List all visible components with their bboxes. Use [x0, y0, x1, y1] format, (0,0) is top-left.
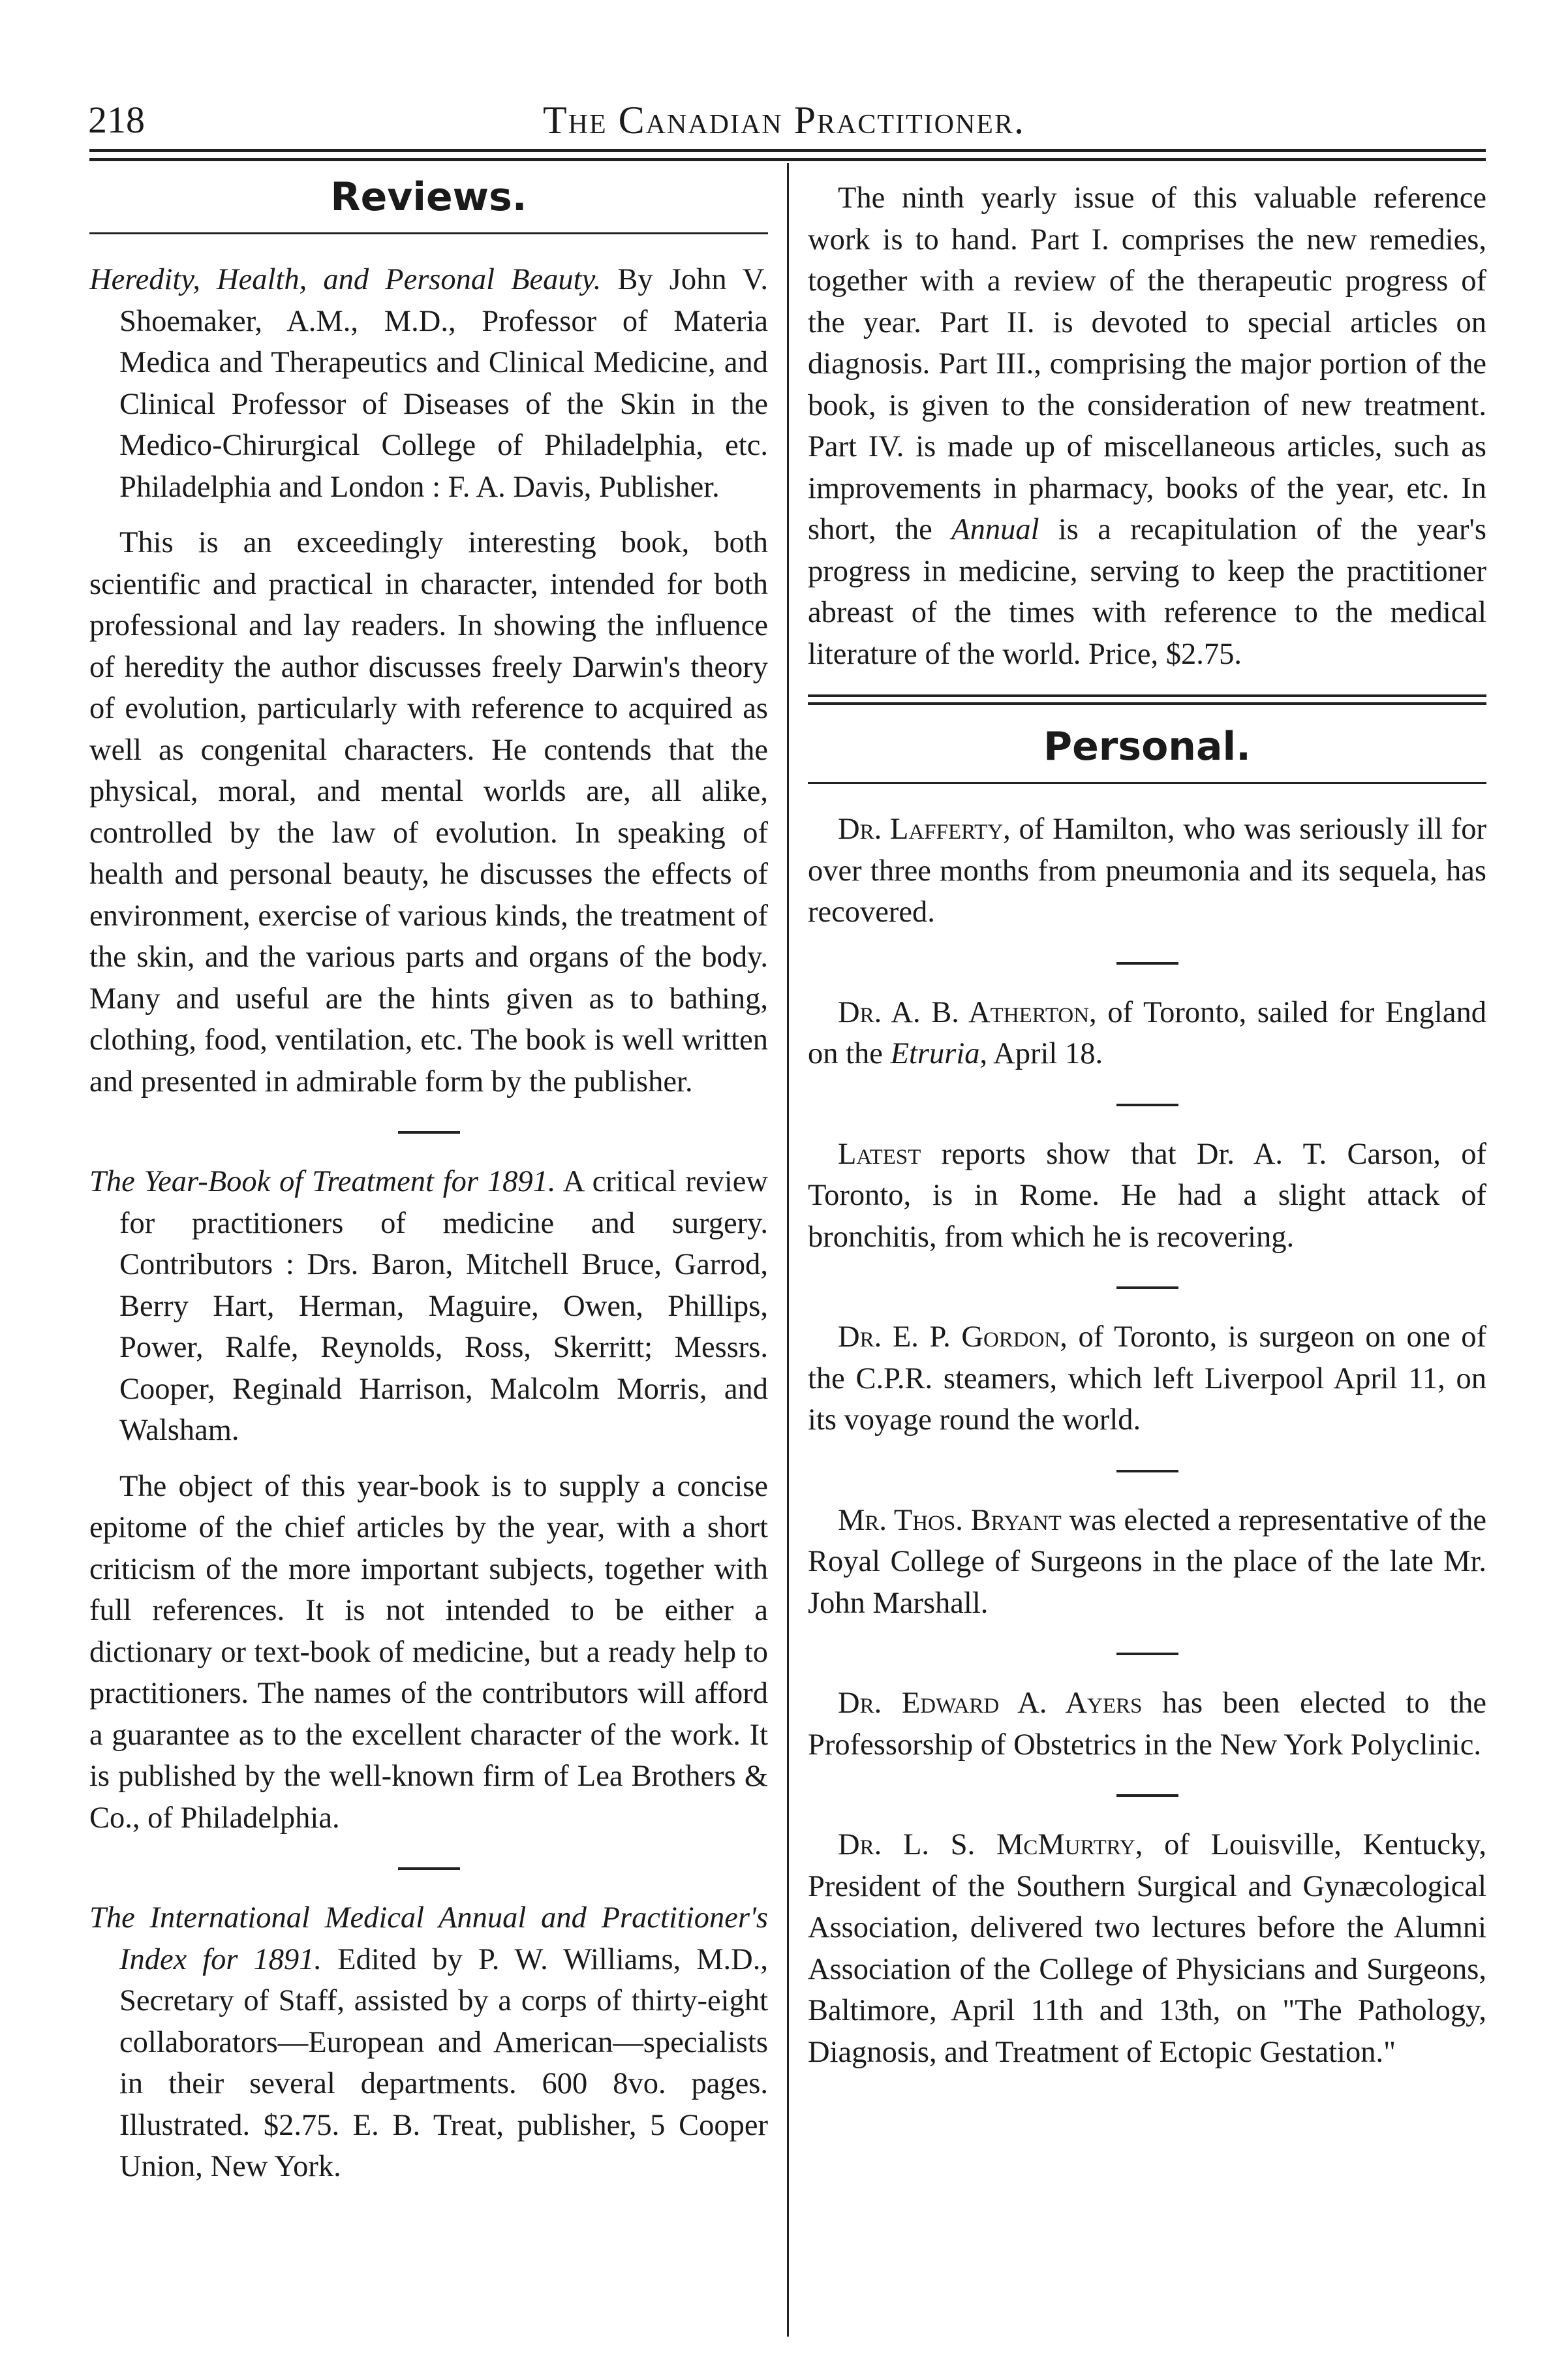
separator-rule	[1116, 1653, 1178, 1655]
separator-rule	[1116, 1470, 1178, 1472]
separator-rule	[1116, 1794, 1178, 1797]
item-text: has been elected to the Professorship of Obstetrics in the New York Polyclinic.	[808, 1687, 1486, 1762]
header-rule-bottom	[89, 158, 1486, 161]
separator-rule	[1116, 1104, 1178, 1106]
separator-rule	[1116, 1286, 1178, 1289]
personal-item	[808, 809, 1486, 933]
review-body-continued	[808, 178, 1486, 675]
person-name: Dr. Lafferty,	[838, 813, 1011, 846]
item-text: , April 18.	[979, 1037, 1103, 1070]
item-text: was elected a representative of the Royal College of Surgeons in the place of the late Mr. John Marshall.	[808, 1503, 1486, 1620]
person-name: Dr. A. B. Atherton,	[838, 995, 1097, 1029]
right-column	[808, 178, 1486, 2073]
review-citation	[89, 1161, 768, 1452]
personal-item	[808, 1500, 1486, 1625]
personal-item	[808, 1824, 1486, 2073]
review-citation	[89, 1897, 768, 2188]
person-name: Dr. Edward A. Ayers	[838, 1687, 1143, 1720]
item-text: of Louisville, Kentucky, President of the Southern Surgical and Gynæcological Association, delivered two lectures before the Alumni Association of the College of Physicians and Surgeons, Baltimore, April 11th and 13th, on "The Pathology, Diagnosis, and Treatment of Ectopic Gestation."	[808, 1828, 1486, 2069]
italic-title: Annual	[951, 513, 1039, 546]
personal-item	[808, 1134, 1486, 1258]
heading-rule	[808, 782, 1486, 784]
personal-item	[808, 992, 1486, 1075]
item-text: reports show that Dr. A. T. Carson, of Toronto, is in Rome. He had a slight attack of bronchitis, from which he is recovering.	[808, 1137, 1486, 1254]
review-body: This is an exceedingly interesting book, both scientific and practical in character, intended for both professional and lay readers. In showing the influence of heredity the author discusses freely Darwin's theory of evolution, particularly with reference to acquired as well as congenital characters. He contends that the physical, moral, and mental worlds are, all alike, controlled by the law of evolution. In speaking of health and personal beauty, he discusses the effects of environment, exercise of various kinds, the treatment of the skin, and the various parts and organs of the body. Many and useful are the hints given as to bathing, clothing, food, ventilation, etc. The book is well written and presented in admirable form by the publisher.	[89, 526, 768, 1098]
heading-rule	[89, 232, 768, 234]
book-title: The International Medical Annual and Practitioner's Index for 1891.	[89, 1901, 768, 1976]
person-name: Latest	[838, 1137, 921, 1171]
book-title: The Year-Book of Treatment for 1891.	[89, 1165, 556, 1198]
column-divider	[787, 163, 789, 2337]
personal-item	[808, 1683, 1486, 1765]
review-body: The object of this year-book is to supply a concise epitome of the chief articles by the year, with a short criticism of the more important subjects, together with full references. It is not intended to be either a dictionary or text-book of medicine, but a ready help to practitioners. The names of the contributors will afford a guarantee as to the excellent character of the work. It is published by the well-known firm of Lea Brothers & Co., of Philadelphia.	[89, 1469, 768, 1835]
item-text: of Hamilton, who was seriously ill for over three months from pneumonia and its sequela, has recovered.	[808, 813, 1486, 929]
citation-text: By John V. Shoemaker, A.M., M.D., Professor of Materia Medica and Therapeutics and Clinical Medicine, and Clinical Professor of Diseases of the Skin in the Medico-Chirurgical College of Philadelphia, etc. Philadelphia and London : F. A. Davis, Publisher.	[119, 263, 769, 504]
section-heading-reviews: Reviews.	[330, 174, 527, 220]
separator-rule	[398, 1867, 460, 1870]
running-title: The Canadian Practitioner.	[543, 99, 1025, 142]
section-heading-personal: Personal.	[1043, 724, 1251, 770]
page-number: 218	[88, 99, 145, 141]
ship-name: Etruria	[890, 1037, 980, 1070]
personal-item	[808, 1316, 1486, 1441]
book-title: Heredity, Health, and Personal Beauty.	[89, 263, 602, 296]
citation-text: Edited by P. W. Williams, M.D., Secretary of Staff, assisted by a corps of thirty-eight collaborators—European and American—specialists in their several departments. 600 8vo. pages. Illustrated. $2.75. E. B. Treat, publisher, 5 Cooper Union, New York.	[119, 1942, 768, 2183]
person-name: Mr. Thos. Bryant	[838, 1503, 1062, 1537]
section-rule-top	[808, 694, 1486, 697]
separator-rule	[398, 1131, 460, 1134]
person-name: Dr. L. S. McMurtry,	[838, 1828, 1143, 1861]
body-text: is a recapitulation of the year's progress in medicine, serving to keep the practitioner abreast of the times with reference to the medical literature of the world. Price, $2.75.	[808, 513, 1486, 671]
header-rule-top	[89, 149, 1486, 152]
separator-rule	[1116, 962, 1178, 965]
item-text: of Toronto, sailed for England on the	[808, 995, 1486, 1070]
person-name: Dr. E. P. Gordon,	[838, 1320, 1068, 1354]
citation-text: A critical review for practitioners of medicine and surgery. Contributors : Drs. Baron, Mitchell Bruce, Garrod, Berry Hart, Herman, Maguire, Owen, Phillips, Power, Ralfe, Reynolds, Ross, Skerritt; Messrs. Cooper, Reginald Harrison, Malcolm Morris, and Walsham.	[119, 1165, 768, 1447]
body-text: The ninth yearly issue of this valuable reference work is to hand. Part I. comprises the new remedies, together with a review of the therapeutic progress of the year. Part II. is devoted to special articles on diagnosis. Part III., comprising the major portion of the book, is given to the consideration of new treatment. Part IV. is made up of miscellaneous articles, such as improvements in pharmacy, books of the year, etc. In short, the	[808, 181, 1486, 546]
section-rule-bottom	[808, 702, 1486, 705]
left-column	[89, 171, 768, 2188]
review-citation	[89, 259, 768, 508]
item-text: of Toronto, is surgeon on one of the C.P.R. steamers, which left Liverpool April 11, on its voyage round the world.	[808, 1320, 1486, 1437]
